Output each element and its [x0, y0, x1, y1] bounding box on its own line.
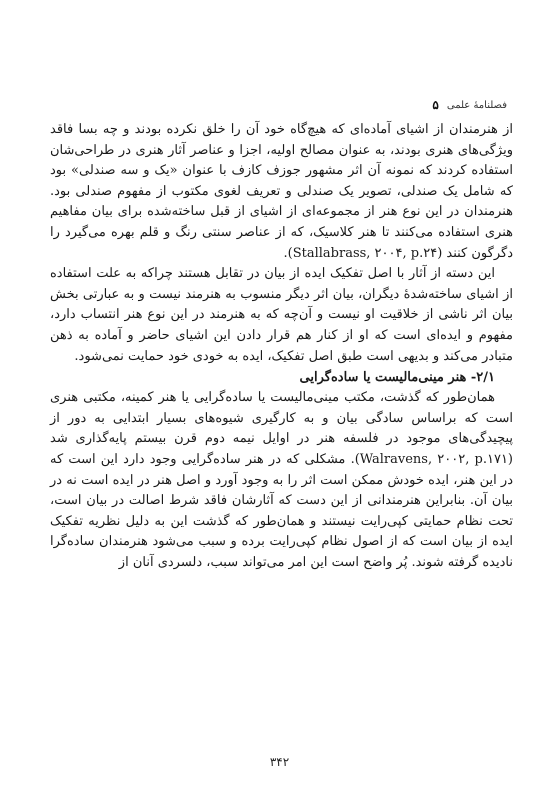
running-header	[432, 97, 507, 113]
header-title: فصلنامهٔ علمی	[446, 99, 507, 111]
header-page-number: ۵	[432, 98, 439, 112]
body-text	[50, 120, 513, 573]
page-number: ۳۴۲	[269, 755, 290, 769]
paragraph-2: این دسته از آثار با اصل تفکیک ایده از بیان در تقابل هستند چراکه به علت استفاده از اشیای ساخته‌شدهٔ دیگران، بیان اثر دیگر منسوب به هنرمند نیست و به عبارتی بخش بیان اثر ناشی از خلاقیت او نیست و آن‌چه که به هنرمند در این نوع هنر انتساب دارد، مفهوم و ایده‌ای است که او از کنار هم قرار دادن این اشیای حاضر و آماده به ذهن متبادر می‌کند و بدیهی است طبق اصل تفکیک، ایده به خودی خود حمایت نمی‌شود.	[50, 266, 513, 364]
paragraph-3: همان‌طور که گذشت، مکتب مینی‌مالیست یا ساده‌گرایی یا هنر کمینه، مکتبی هنری است که براساس سادگی بیان و به کارگیری شیوه‌های بسیار ابتدایی به دور از پیچیدگی‌های موجود در فلسفه هنر در اوایل نیمه دوم قرن بیستم پایه‌گذاری شد (Walravens, ۲۰۰۲, p.۱۷۱). مشکلی که در هنر ساده‌گرایی وجود دارد این است که در این هنر، ایده خودش ممکن است اثر را به وجود آورد و اصل هنر در ایده است نه در بیان آن. بنابراین هنرمندانی از این دست که آثارشان فاقد شرط اصالت در بیان است، تحت نظام حمایتی کپی‌رایت نیستند و همان‌طور که گذشت این به دلیل نظریه تفکیک ایده از بیان است که از اصول نظام کپی‌رایت برده و سبب می‌شود هنرمندان ساده‌گرا نادیده گرفته شوند. پُر واضح است این امر می‌تواند سبب، دلسردی آنان از	[50, 390, 513, 570]
section-heading: ۲/۱- هنر مینی‌مالیست یا ساده‌گرایی	[299, 370, 495, 386]
paragraph-1: از هنرمندان از اشیای آماده‌ای که هیچ‌گاه خود آن را خلق نکرده بودند و چه بسا فاقد ویژگی‌های هنری بودند، به عنوان مصالح اولیه، اجزا و عناصر آثار هنری در طراحی‌شان استفاده کردند که نمونه آن اثر مشهور جوزف کازف با عنوان «یک و سه صندلی» بود که شامل یک صندلی، تصویر یک صندلی و تعریف لغوی مکتوب از مفهوم صندلی بود. هنرمندان در این نوع هنر از مجموعه‌ای از اشیای از قبل ساخته‌شده برای بیان مفاهیم هنری استفاده می‌کنند تا هنر کلاسیک، که از عناصر سنتی رنگ و قلم بهره می‌گیرد را دگرگون کنند (Stallabrass, ۲۰۰۴, p.۲۴).	[50, 122, 513, 261]
